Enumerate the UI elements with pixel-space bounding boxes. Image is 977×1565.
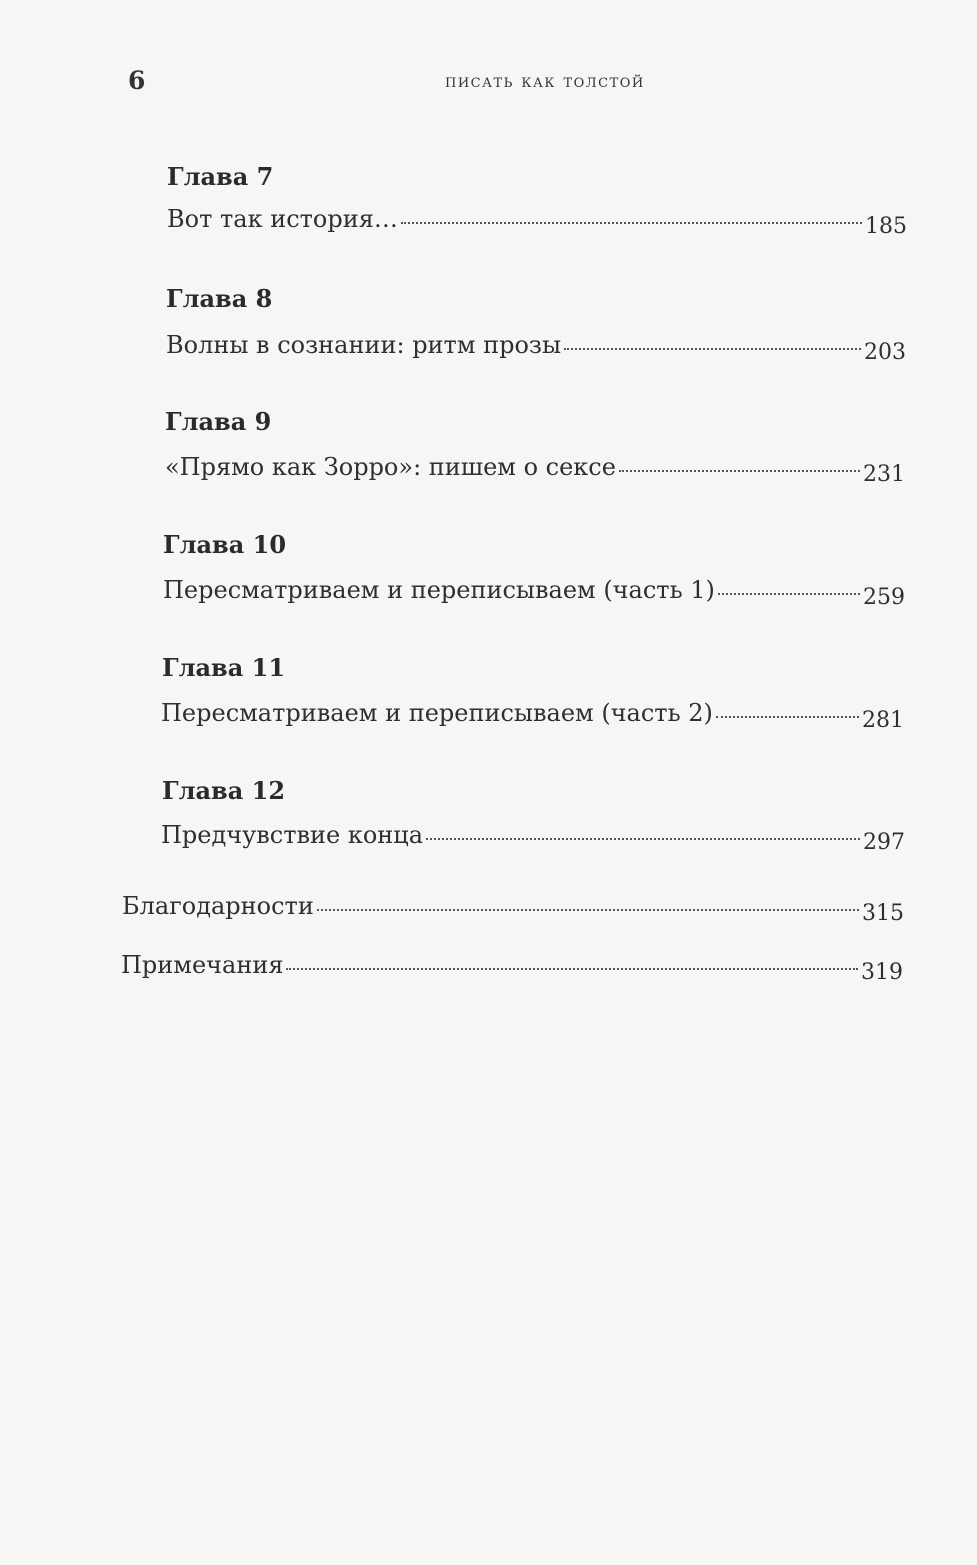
dot-leader bbox=[718, 593, 860, 595]
chapter-heading: Глава 11 bbox=[162, 653, 286, 682]
toc-entry-title: Пересматриваем и переписываем (часть 1) bbox=[163, 576, 715, 604]
toc-entry-page: 297 bbox=[863, 830, 905, 855]
toc-entry bbox=[166, 331, 906, 365]
dot-leader bbox=[317, 909, 859, 911]
toc-entry-notes bbox=[121, 951, 903, 985]
toc-entry-title: Примечания bbox=[121, 951, 284, 979]
toc-entry bbox=[161, 821, 905, 855]
dot-leader bbox=[426, 838, 860, 840]
dot-leader bbox=[619, 470, 860, 472]
toc-entry bbox=[161, 699, 904, 733]
page-number: 6 bbox=[128, 66, 146, 95]
toc-entry-page: 319 bbox=[861, 960, 903, 985]
toc-entry-page: 259 bbox=[863, 585, 905, 610]
dot-leader bbox=[716, 716, 859, 718]
toc-entry-page: 281 bbox=[862, 708, 904, 733]
running-header bbox=[0, 66, 977, 100]
toc-entry-acknowledgements bbox=[122, 892, 904, 926]
toc-entry-title: «Прямо как Зорро»: пишем о сексе bbox=[165, 453, 616, 481]
toc-entry-title: Предчувствие конца bbox=[161, 821, 424, 849]
dot-leader bbox=[286, 968, 858, 970]
toc-entry-page: 203 bbox=[864, 340, 906, 365]
chapter-heading: Глава 8 bbox=[166, 284, 273, 313]
chapter-heading: Глава 10 bbox=[163, 530, 287, 559]
chapter-heading: Глава 12 bbox=[162, 776, 286, 805]
dot-leader bbox=[564, 348, 861, 350]
book-title: писать как толстой bbox=[445, 70, 645, 92]
toc-entry bbox=[165, 453, 905, 487]
toc-entry-title: Пересматриваем и переписываем (часть 2) bbox=[161, 699, 713, 727]
toc-entry-page: 315 bbox=[862, 901, 904, 926]
toc-entry-page: 185 bbox=[865, 214, 907, 239]
chapter-heading: Глава 7 bbox=[167, 162, 274, 191]
toc-entry-title: Волны в сознании: ритм прозы bbox=[166, 331, 562, 359]
toc-entry-page: 231 bbox=[863, 462, 905, 487]
chapter-heading: Глава 9 bbox=[165, 407, 272, 436]
dot-leader bbox=[401, 222, 862, 224]
toc-entry bbox=[167, 205, 907, 239]
toc-entry-title: Вот так история… bbox=[167, 205, 398, 233]
toc-entry-title: Благодарности bbox=[122, 892, 314, 920]
toc-entry bbox=[163, 576, 905, 610]
